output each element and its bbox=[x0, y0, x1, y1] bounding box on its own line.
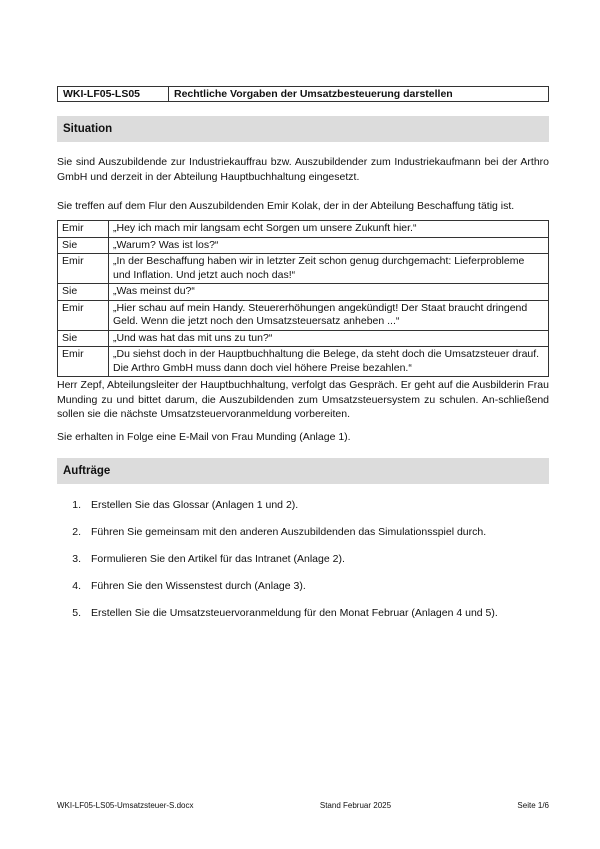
task-text: Führen Sie den Wissenstest durch (Anlage 3). bbox=[91, 580, 306, 592]
dialog-speaker: Emir bbox=[58, 254, 109, 284]
situation-meeting: Sie treffen auf dem Flur den Auszubildenden Emir Kolak, der in der Abteilung Beschaffung tätig ist. bbox=[57, 200, 515, 212]
dialog-speaker: Emir bbox=[58, 221, 109, 238]
dialog-text: „Hey ich mach mir langsam echt Sorgen um unsere Zukunft hier.“ bbox=[109, 221, 549, 238]
dialog-text: „In der Beschaffung haben wir in letzter Zeit schon genug durchgemacht: Lieferprobleme und Inflation. Und jetzt auch noch das!“ bbox=[109, 254, 549, 284]
situation-intro: Sie sind Auszubildende zur Industriekauffrau bzw. Auszubildender zum Industriekaufmann bei der Arthro GmbH und derzeit in der Abteilung Hauptbuchhaltung eingesetzt. bbox=[57, 156, 549, 183]
task-item bbox=[57, 526, 549, 553]
task-item bbox=[57, 607, 549, 634]
task-item bbox=[57, 553, 549, 580]
dialog-text: „Und was hat das mit uns zu tun?“ bbox=[109, 330, 549, 347]
dialog-speaker: Sie bbox=[58, 237, 109, 254]
task-text: Erstellen Sie das Glossar (Anlagen 1 und 2). bbox=[91, 499, 299, 511]
page-footer bbox=[57, 801, 549, 810]
task-text: Erstellen Sie die Umsatzsteuervoranmeldung für den Monat Februar (Anlagen 4 und 5). bbox=[91, 607, 498, 619]
task-list bbox=[57, 499, 549, 634]
dialog-speaker: Sie bbox=[58, 330, 109, 347]
situation-heading: Situation bbox=[57, 116, 549, 142]
dialog-speaker: Emir bbox=[58, 347, 109, 377]
dialog-speaker: Emir bbox=[58, 300, 109, 330]
footer-date: Stand Februar 2025 bbox=[319, 801, 392, 810]
task-number: 3. bbox=[72, 553, 81, 565]
dialog-table bbox=[57, 220, 549, 377]
lesson-code: WKI-LF05-LS05 bbox=[58, 87, 169, 102]
dialog-text: „Warum? Was ist los?“ bbox=[109, 237, 549, 254]
task-number: 2. bbox=[72, 526, 81, 538]
task-text: Führen Sie gemeinsam mit den anderen Auszubildenden das Simulationsspiel durch. bbox=[91, 526, 487, 538]
dialog-speaker: Sie bbox=[58, 284, 109, 301]
dialog-row bbox=[58, 300, 549, 330]
dialog-text: „Du siehst doch in der Hauptbuchhaltung die Belege, da steht doch die Umsatzsteuer drauf. Die Arthro GmbH muss dann doch viel höhere Preise bezahlen.“ bbox=[109, 347, 549, 377]
tasks-heading: Aufträge bbox=[57, 458, 549, 484]
task-text: Formulieren Sie den Artikel für das Intranet (Anlage 2). bbox=[91, 553, 345, 565]
footer-filename: WKI-LF05-LS05-Umsatzsteuer-S.docx bbox=[57, 801, 194, 810]
situation-followup: Herr Zepf, Abteilungsleiter der Hauptbuchhaltung, verfolgt das Gespräch. Er geht auf die Ausbilderin Frau Munding zu und bittet darum, die Auszubildenden zum Umsatzsteuersystem zu schulen. An-schließend sollen sie die nächste Umsatzsteuervoranmeldung vorbereiten. bbox=[57, 379, 549, 420]
footer-page-number: Seite 1/6 bbox=[517, 801, 549, 810]
dialog-row bbox=[58, 254, 549, 284]
task-item bbox=[57, 580, 549, 607]
dialog-row bbox=[58, 284, 549, 301]
task-item bbox=[57, 499, 549, 526]
dialog-row bbox=[58, 330, 549, 347]
dialog-row bbox=[58, 237, 549, 254]
lesson-title: Rechtliche Vorgaben der Umsatzbesteuerung darstellen bbox=[169, 87, 549, 102]
dialog-row bbox=[58, 221, 549, 238]
situation-email: Sie erhalten in Folge eine E-Mail von Frau Munding (Anlage 1). bbox=[57, 431, 351, 443]
header-table bbox=[57, 86, 549, 102]
task-number: 1. bbox=[72, 499, 81, 511]
dialog-text: „Hier schau auf mein Handy. Steuererhöhungen angekündigt! Der Staat braucht dringend Geld. Wenn die jetzt noch den Umsatzsteuersatz anheben ...“ bbox=[109, 300, 549, 330]
task-number: 5. bbox=[72, 607, 81, 619]
dialog-row bbox=[58, 347, 549, 377]
dialog-text: „Was meinst du?“ bbox=[109, 284, 549, 301]
task-number: 4. bbox=[72, 580, 81, 592]
